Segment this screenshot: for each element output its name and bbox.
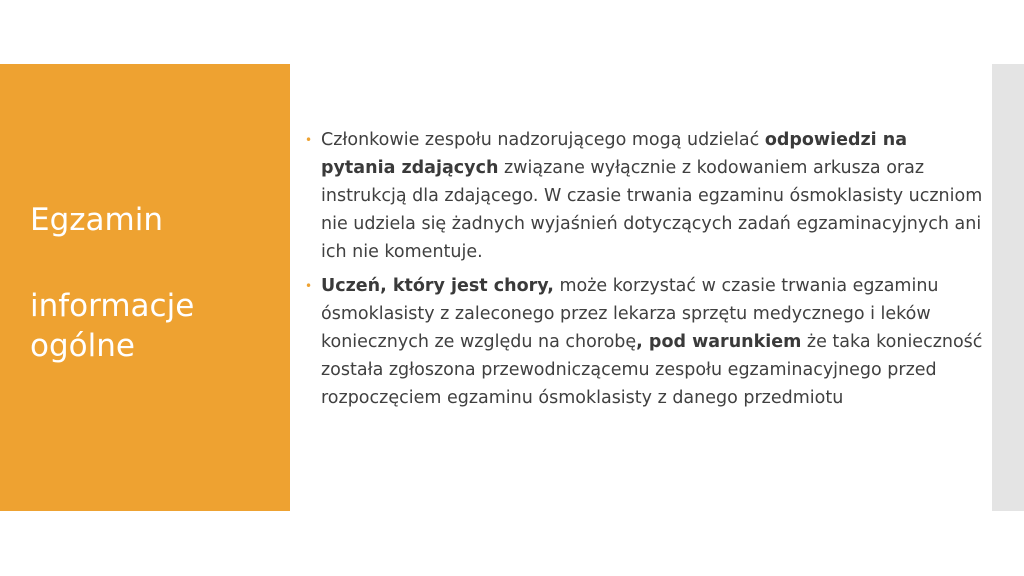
bullet-1-text-a: Członkowie zespołu nadzorującego mogą udzielać [321,130,765,150]
bullet-list [305,126,985,418]
title-line-1: Egzamin [30,202,163,238]
bullet-item-1 [305,126,985,266]
bullet-marker: • [305,279,313,293]
side-strip [992,64,1024,511]
slide-title [30,200,280,366]
title-line-2: informacje ogólne [30,288,195,364]
bullet-1-text-b: odpowiedzi na pytania zdających [321,130,908,178]
bullet-item-2 [305,272,985,412]
bullet-marker: • [305,133,313,147]
bullet-2-text-a: Uczeń, który jest chory, [321,276,554,296]
bullet-2-text-d: że taka konieczność została zgłoszona przewodniczącemu zespołu egzaminacyjnego przed rozpoczęciem egzaminu ósmoklasisty z danego przedmiotu [321,332,983,408]
bullet-2-text-b: może korzystać w czasie trwania egzaminu ósmoklasisty z zaleconego przez lekarza sprzętu medycznego i leków koniecznych ze względu na chorobę [321,276,939,352]
bullet-1-text-c: związane wyłącznie z kodowaniem arkusza oraz instrukcją dla zdającego. W czasie trwania egzaminu ósmoklasisty uczniom nie udziela się żadnych wyjaśnień dotyczących zadań egzaminacyjnych ani ich nie komentuje. [321,158,983,262]
bullet-2-text-c: , pod warunkiem [636,332,802,352]
